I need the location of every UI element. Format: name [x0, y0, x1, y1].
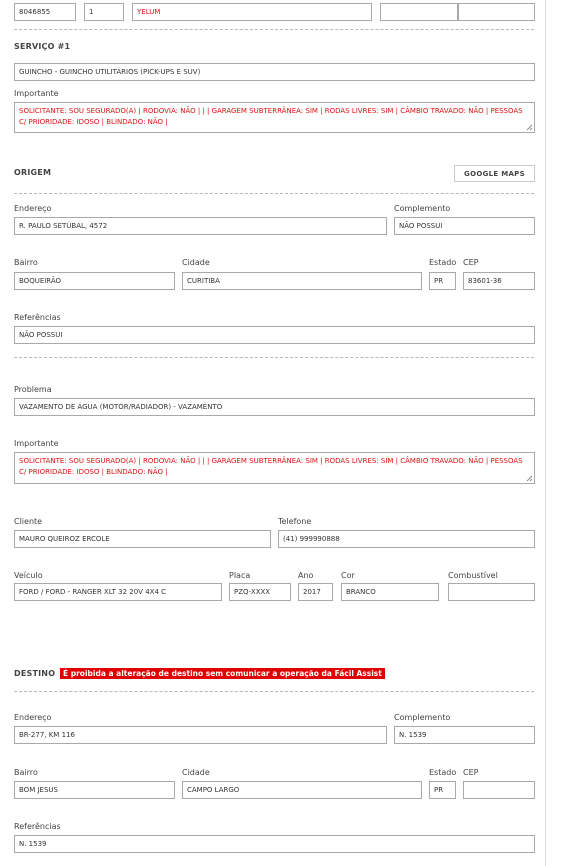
- resize-grip-icon[interactable]: [525, 123, 533, 131]
- destination-district-label: Bairro: [14, 768, 38, 777]
- vehicle-field[interactable]: FORD / FORD - RANGER XLT 32 20V 4X4 C: [14, 583, 222, 601]
- protocol-field[interactable]: 8046855: [14, 3, 76, 21]
- importante-label: Importante: [14, 89, 59, 98]
- scrollbar[interactable]: [545, 0, 564, 866]
- origin-district-field[interactable]: BOQUEIRÃO: [14, 272, 175, 290]
- fuel-field[interactable]: [448, 583, 535, 601]
- destination-cep-field[interactable]: [463, 781, 535, 799]
- origin-city-field[interactable]: CURITIBA: [182, 272, 422, 290]
- origin-address-label: Endereço: [14, 204, 52, 213]
- origin-cep-field[interactable]: 83601-36: [463, 272, 535, 290]
- divider: [14, 29, 534, 30]
- importante-textarea[interactable]: [14, 102, 535, 133]
- top-field-4[interactable]: [380, 3, 458, 21]
- resize-grip-icon[interactable]: [525, 474, 533, 482]
- divider: [14, 193, 534, 194]
- destination-city-label: Cidade: [182, 768, 210, 777]
- origin-state-field[interactable]: PR: [429, 272, 456, 290]
- problem-field[interactable]: VAZAMENTO DE ÁGUA (MOTOR/RADIADOR) - VAZAMENTO: [14, 398, 535, 416]
- origin-city-label: Cidade: [182, 258, 210, 267]
- importante-text: SOLICITANTE: SOU SEGURADO(A) | RODOVIA: NÃO | | | GARAGEM SUBTERRÂNEA: SIM | RODAS LIVRES: SIM | CÂMBIO TRAVADO: NÃO | PESSOAS C/ PRIORIDADE: IDOSO | BLINDADO: NÃO |: [19, 107, 523, 126]
- color-label: Cor: [341, 571, 355, 580]
- destination-complement-label: Complemento: [394, 713, 451, 722]
- problem-importante-text: SOLICITANTE: SOU SEGURADO(A) | RODOVIA: NÃO | | | GARAGEM SUBTERRÂNEA: SIM | RODAS LIVRES: SIM | CÂMBIO TRAVADO: NÃO | PESSOAS C/ PRIORIDADE: IDOSO | BLINDADO: NÃO |: [19, 457, 523, 476]
- service-section-title: SERVIÇO #1: [14, 42, 71, 51]
- client-label: Cliente: [14, 517, 43, 526]
- client-field[interactable]: MAURO QUEIROZ ERCOLE: [14, 530, 271, 548]
- destination-references-field[interactable]: N. 1539: [14, 835, 535, 853]
- origin-complement-label: Complemento: [394, 204, 451, 213]
- destination-state-label: Estado: [429, 768, 457, 777]
- destination-address-label: Endereço: [14, 713, 52, 722]
- destination-state-field[interactable]: PR: [429, 781, 456, 799]
- color-field[interactable]: BRANCO: [341, 583, 439, 601]
- origin-section-title: ORIGEM: [14, 168, 52, 177]
- divider: [14, 691, 534, 692]
- fuel-label: Combustível: [448, 571, 498, 580]
- phone-label: Telefone: [278, 517, 312, 526]
- destination-city-field[interactable]: CAMPO LARGO: [182, 781, 422, 799]
- origin-district-label: Bairro: [14, 258, 38, 267]
- origin-state-label: Estado: [429, 258, 457, 267]
- destination-complement-field[interactable]: N. 1539: [394, 726, 535, 744]
- year-label: Ano: [298, 571, 314, 580]
- insurer-field[interactable]: YELUM: [132, 3, 372, 21]
- service-type-field[interactable]: GUINCHO - GUINCHO UTILITÁRIOS (PICK-UPS E SUV): [14, 63, 535, 81]
- vehicle-label: Veículo: [14, 571, 43, 580]
- plate-field[interactable]: PZQ-XXXX: [229, 583, 291, 601]
- google-maps-button[interactable]: GOOGLE MAPS: [454, 165, 535, 182]
- destination-section-title: DESTINO: [14, 669, 56, 678]
- origin-references-field[interactable]: NÃO POSSUI: [14, 326, 535, 344]
- destination-references-label: Referências: [14, 822, 61, 831]
- destination-district-field[interactable]: BOM JESUS: [14, 781, 175, 799]
- divider: [14, 357, 534, 358]
- origin-references-label: Referências: [14, 313, 61, 322]
- destination-cep-label: CEP: [463, 768, 479, 777]
- destination-address-field[interactable]: BR-277, KM 116: [14, 726, 387, 744]
- origin-complement-field[interactable]: NÃO POSSUI: [394, 217, 535, 235]
- destination-warning-badge: É proibida a alteração de destino sem comunicar a operação da Fácil Assist: [60, 668, 385, 679]
- phone-field[interactable]: (41) 999990888: [278, 530, 535, 548]
- origin-address-field[interactable]: R. PAULO SETÚBAL, 4572: [14, 217, 387, 235]
- problem-label: Problema: [14, 385, 52, 394]
- year-field[interactable]: 2017: [298, 583, 333, 601]
- origin-cep-label: CEP: [463, 258, 479, 267]
- sequence-field[interactable]: 1: [84, 3, 124, 21]
- problem-importante-label: Importante: [14, 439, 59, 448]
- plate-label: Placa: [229, 571, 251, 580]
- scrollbar-track[interactable]: [551, 0, 559, 866]
- top-field-5[interactable]: [458, 3, 535, 21]
- problem-importante-textarea[interactable]: [14, 452, 535, 484]
